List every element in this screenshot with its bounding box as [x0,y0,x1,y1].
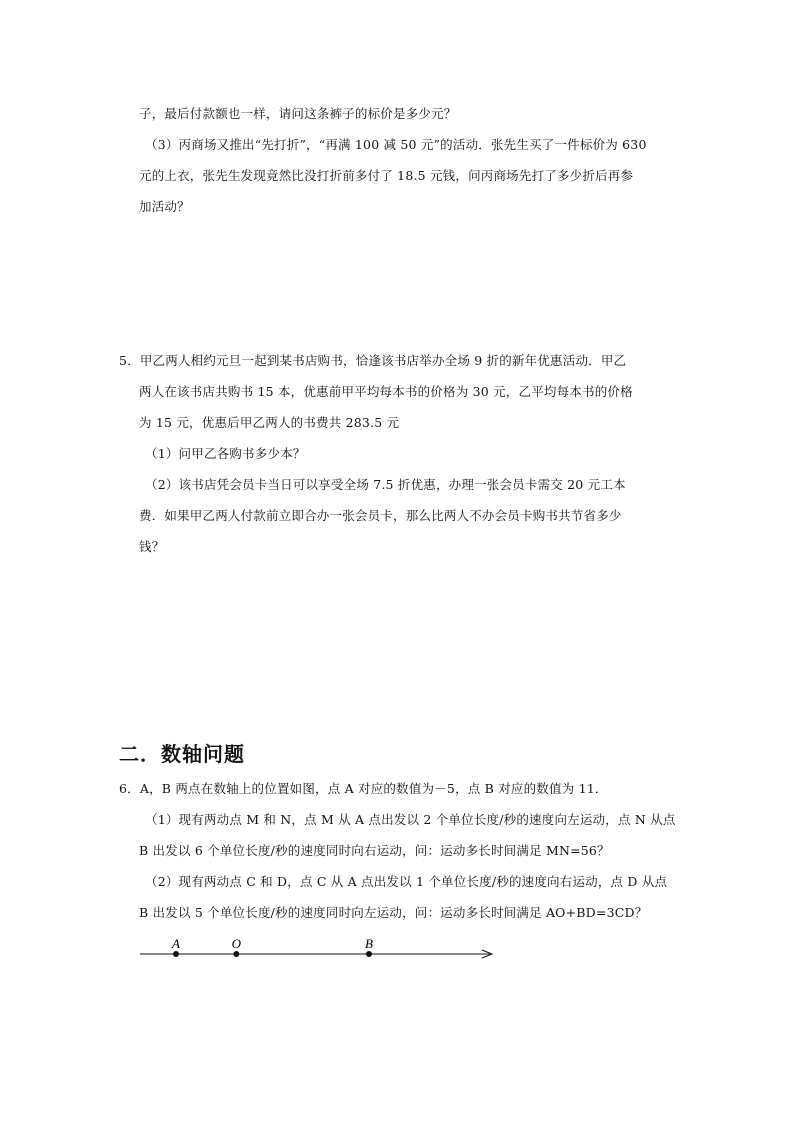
q5-part2-line: 费．如果甲乙两人付款前立即合办一张会员卡，那么比两人不办会员卡购书共节省多少 [139,508,622,523]
number-line-label-b: B [365,936,373,951]
q4-part3-line: 元的上衣，张先生发现竟然比没打折前多付了 18.5 元钱，问丙商场先打了多少折后再参 [139,168,634,183]
q6-stem-line: 6．A，B 两点在数轴上的位置如图，点 A 对应的数值为－5，点 B 对应的数值为 11． [119,781,608,796]
q6-part2-line: B 出发以 5 个单位长度/秒的速度同时向左运动，问：运动多长时间满足 AO+BD=3CD？ [139,905,648,920]
q5-part1: （1）问甲乙各购书多少本？ [145,446,306,461]
q5-stem-line: 为 15 元，优惠后甲乙两人的书费共 283.5 元 [139,415,400,430]
q5-part2-line: （2）该书店凭会员卡当日可以享受全场 7.5 折优惠，办理一张会员卡需交 20 元工本 [145,477,626,492]
number-line-point-b [366,951,372,957]
number-line-label-a: A [172,936,180,951]
q4-text-line: 子，最后付款额也一样，请问这条裤子的标价是多少元？ [139,106,457,121]
q4-part3-line: （3）丙商场又推出“先打折”，“再满 100 减 50 元”的活动．张先生买了一件标价为 630 [145,137,647,152]
number-line-point-a [173,951,179,957]
q5-stem-line: 5．甲乙两人相约元旦一起到某书店购书，恰逢该书店举办全场 9 折的新年优惠活动．甲乙 [119,353,627,368]
number-line-label-o: O [231,936,242,951]
section-heading: 二．数轴问题 [119,742,245,766]
q5-stem-line: 两人在该书店共购书 15 本，优惠前甲平均每本书的价格为 30 元，乙平均每本书的价格 [139,384,633,399]
q6-part1-line: B 出发以 6 个单位长度/秒的速度同时向右运动，问：运动多长时间满足 MN=56？ [139,843,610,858]
number-line-point-o [233,951,239,957]
q4-part3-line: 加活动？ [139,199,190,214]
q6-part2-line: （2）现有两动点 C 和 D，点 C 从 A 点出发以 1 个单位长度/秒的速度向右运动，点 D 从点 [145,874,668,889]
q5-part2-line: 钱？ [139,539,165,554]
q6-part1-line: （1）现有两动点 M 和 N，点 M 从 A 点出发以 2 个单位长度/秒的速度向左运动，点 N 从点 [145,812,676,827]
